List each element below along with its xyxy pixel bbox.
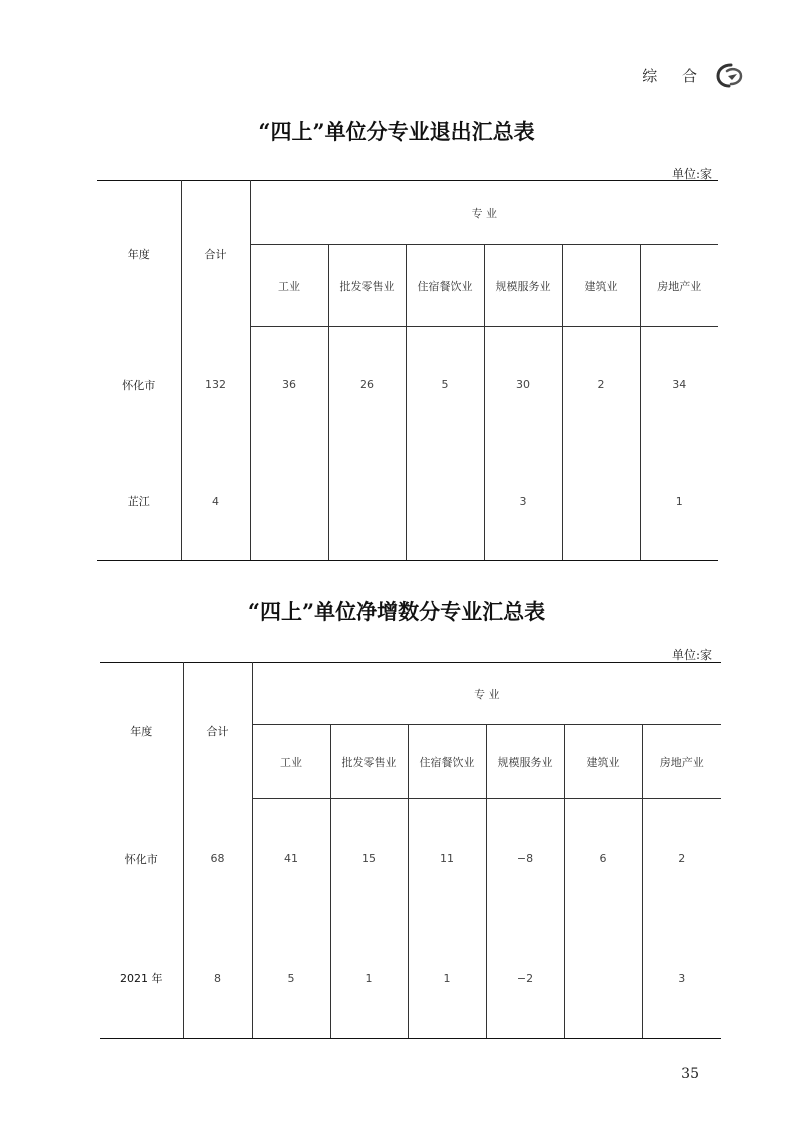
cell-value: 2 [642, 799, 721, 919]
section-label: 综 合 [642, 66, 707, 85]
cell-value: −2 [486, 919, 564, 1039]
cell-value: 36 [250, 327, 328, 443]
table-row [100, 919, 721, 1039]
section-logo-icon [715, 62, 745, 88]
table-row [100, 799, 721, 919]
table2-cat-catering: 住宿餐饮业 [408, 725, 486, 799]
table1-cat-industry: 工业 [250, 245, 328, 327]
row-label: 怀化市 [97, 327, 181, 443]
table1-cat-construction: 建筑业 [562, 245, 640, 327]
table1-cat-catering: 住宿餐饮业 [406, 245, 484, 327]
cell-value: 1 [408, 919, 486, 1039]
row-total: 68 [183, 799, 252, 919]
cell-value: −8 [486, 799, 564, 919]
table1-col-group: 专 业 [250, 181, 718, 245]
cell-value: 15 [330, 799, 408, 919]
cell-value: 41 [252, 799, 330, 919]
table1-unit: 单位:家 [672, 167, 713, 181]
cell-value: 34 [640, 327, 718, 443]
cell-value: 1 [640, 443, 718, 561]
row-label: 芷江 [97, 443, 181, 561]
cell-value: 6 [564, 799, 642, 919]
table1-col-year: 年度 [97, 181, 181, 327]
table2-title: “四上”单位净增数分专业汇总表 [247, 599, 546, 624]
table1-cat-retail: 批发零售业 [328, 245, 406, 327]
table2-cat-industry: 工业 [252, 725, 330, 799]
row-label: 2021 年 [100, 919, 183, 1039]
cell-value: 3 [484, 443, 562, 561]
table2-col-year: 年度 [100, 663, 183, 799]
table-row [97, 327, 718, 443]
cell-value: 11 [408, 799, 486, 919]
cell-value: 5 [252, 919, 330, 1039]
cell-value: 1 [330, 919, 408, 1039]
table2-col-total: 合计 [183, 663, 252, 799]
section-header [642, 62, 745, 88]
table2-cat-services: 规模服务业 [486, 725, 564, 799]
page-number: 35 [681, 1066, 699, 1082]
cell-value [564, 919, 642, 1039]
row-label: 怀化市 [100, 799, 183, 919]
table2-col-group: 专 业 [252, 663, 721, 725]
cell-value: 30 [484, 327, 562, 443]
row-total: 8 [183, 919, 252, 1039]
table2-cat-realestate: 房地产业 [642, 725, 721, 799]
table2 [100, 662, 721, 1039]
table2-cat-construction: 建筑业 [564, 725, 642, 799]
cell-value: 5 [406, 327, 484, 443]
table-row [97, 443, 718, 561]
table2-unit: 单位:家 [672, 648, 713, 662]
cell-value [562, 443, 640, 561]
table1-title: “四上”单位分专业退出汇总表 [258, 119, 535, 144]
table1-col-total: 合计 [181, 181, 250, 327]
cell-value: 26 [328, 327, 406, 443]
table1 [97, 180, 718, 561]
cell-value [328, 443, 406, 561]
cell-value [250, 443, 328, 561]
cell-value [406, 443, 484, 561]
cell-value: 3 [642, 919, 721, 1039]
cell-value: 2 [562, 327, 640, 443]
table1-cat-realestate: 房地产业 [640, 245, 718, 327]
row-total: 132 [181, 327, 250, 443]
table2-cat-retail: 批发零售业 [330, 725, 408, 799]
table1-cat-services: 规模服务业 [484, 245, 562, 327]
row-total: 4 [181, 443, 250, 561]
